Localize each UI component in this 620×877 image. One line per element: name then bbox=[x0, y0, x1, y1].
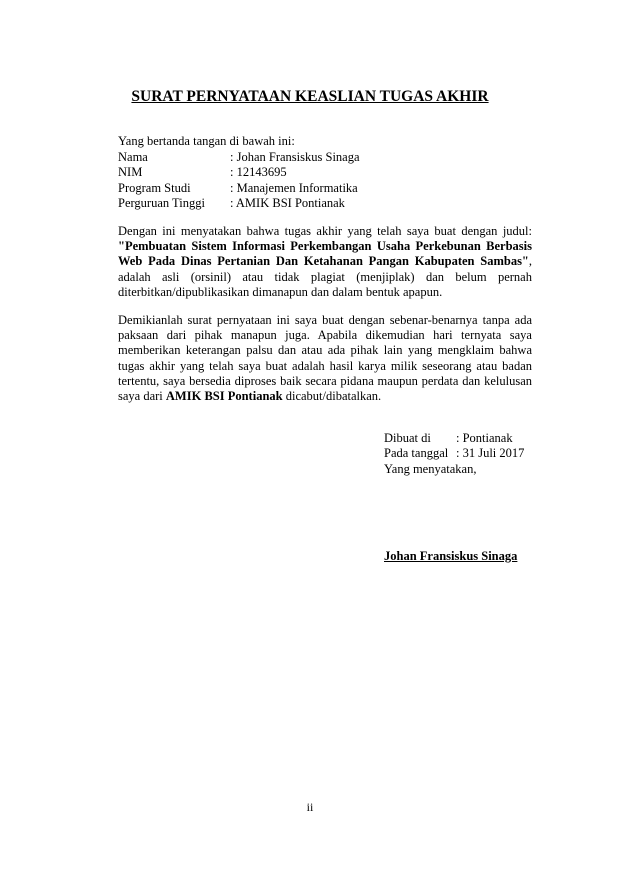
identity-value: : Johan Fransiskus Sinaga bbox=[230, 150, 360, 164]
intro-text: Yang bertanda tangan di bawah ini: bbox=[118, 134, 295, 148]
identity-label: Program Studi bbox=[118, 180, 191, 195]
declaration-paragraph bbox=[118, 313, 532, 404]
identity-row-institution bbox=[118, 196, 360, 211]
statement-lead: Dengan ini menyatakan bahwa tugas akhir yang telah saya buat dengan judul: bbox=[118, 224, 532, 238]
identity-value: : 12143695 bbox=[230, 165, 287, 180]
sign-closing: Yang menyatakan, bbox=[384, 461, 477, 476]
identity-label: Perguruan Tinggi bbox=[118, 195, 205, 210]
identity-value: : AMIK BSI Pontianak bbox=[230, 195, 345, 210]
thesis-title: "Pembuatan Sistem Informasi Perkembangan Usaha Perkebunan Berbasis Web Pada Dinas Pertanian Dan Ketahanan Pangan Kabupaten Sambas" bbox=[118, 239, 532, 269]
sign-place-label: Dibuat di bbox=[384, 431, 431, 445]
institution-name: AMIK BSI Pontianak bbox=[165, 389, 283, 404]
statement-rest: , adalah asli (orsinil) atau tidak plagiat (menjiplak) dan belum pernah diterbitkan/dipublikasikan dimanapun dan dalam bentuk apapun. bbox=[118, 254, 532, 299]
declaration-end: dicabut/dibatalkan. bbox=[282, 389, 382, 404]
signer-name: Johan Fransiskus Sinaga bbox=[384, 549, 518, 563]
sign-place-row bbox=[384, 431, 524, 446]
sign-place-value: : Pontianak bbox=[456, 431, 513, 445]
identity-label: Nama bbox=[118, 150, 148, 164]
statement-paragraph bbox=[118, 224, 532, 300]
identity-row-nim bbox=[118, 165, 360, 180]
sign-date-row bbox=[384, 446, 524, 461]
sign-date-label: Pada tanggal bbox=[384, 446, 449, 461]
declaration-text: Demikianlah surat pernyataan ini saya buat dengan sebenar-benarnya tanpa ada paksaan dari pihak manapun juga. Apabila dikemudian hari ternyata saya memberikan keterangan palsu dan atau ada pihak lain yang mengklaim bahwa tugas akhir yang telah saya buat adalah hasil karya milik seseorang atau badan tertentu, saya bersedia diproses baik secara pidana maupun perdata dan kelulusan saya dari bbox=[118, 313, 532, 404]
identity-row-name bbox=[118, 150, 360, 165]
identity-label: NIM bbox=[118, 165, 143, 180]
identity-row-program bbox=[118, 181, 360, 196]
signature-block bbox=[384, 431, 524, 477]
identity-table bbox=[118, 150, 360, 211]
page-number: ii bbox=[306, 800, 314, 814]
identity-value: : Manajemen Informatika bbox=[230, 180, 358, 195]
sign-date-value: : 31 Juli 2017 bbox=[456, 446, 525, 461]
document-title: SURAT PERNYATAAN KEASLIAN TUGAS AKHIR bbox=[131, 88, 489, 105]
